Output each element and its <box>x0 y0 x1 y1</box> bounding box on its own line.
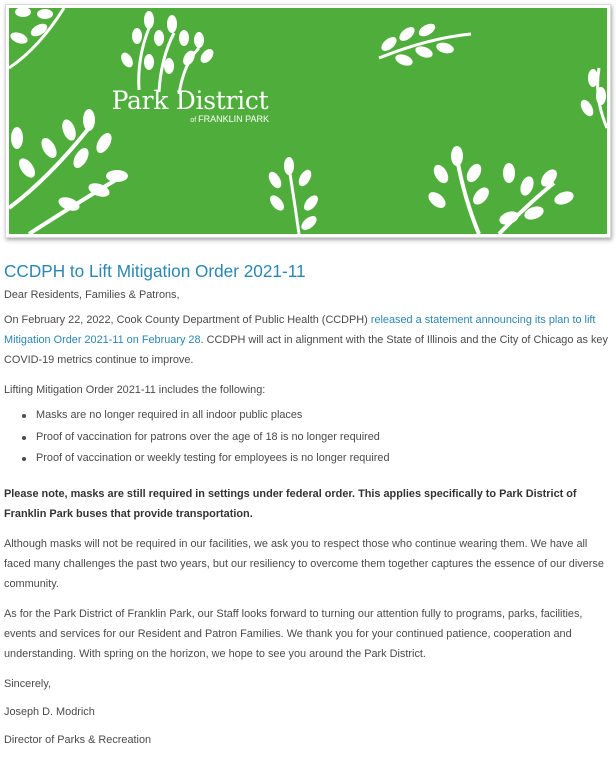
paragraph-announcement <box>4 310 610 370</box>
list-item: Proof of vaccination or weekly testing for employees is no longer required <box>18 448 610 470</box>
p1-text-before: On February 22, 2022, Cook County Department of Public Health (CCDPH) <box>4 314 371 326</box>
logo-sub-text <box>105 114 275 126</box>
ccdph-statement-link[interactable]: released a statement announcing its plan to lift Mitigation Order 2021-11 on February 28 <box>4 314 596 346</box>
paragraph-staff: As for the Park District of Franklin Park, our Staff looks forward to turning our attention fully to programs, parks, facilities, events and services for our Resident and Patron Families. We thank you for your continued patience, cooperation and understanding. With spring on the horizon, we hope to see you around the Park District. <box>4 607 583 660</box>
federal-order-note: Please note, masks are still required in settings under federal order. This applies specifically to Park District of Franklin Park buses that provide transportation. <box>4 487 577 520</box>
list-item: Masks are no longer required in all indoor public places <box>18 405 610 427</box>
changes-list <box>4 405 610 470</box>
p1-text-after: . CCDPH will act in alignment with the State of Illinois and the City of Chicago as key COVID-19 metrics continue to improve. <box>4 334 608 366</box>
paragraph-respect: Although masks will not be required in our facilities, we ask you to respect those who continue wearing them. We have all faced many challenges the past two years, but our resiliency to overcome them together captures the essence of our diverse community. <box>4 537 604 590</box>
banner-frame <box>5 4 611 238</box>
leaf-pattern-graphic <box>9 8 607 234</box>
list-intro: Lifting Mitigation Order 2021-11 includes the following: <box>4 384 266 396</box>
logo-franklin-park-text: FRANKLIN PARK <box>198 114 269 124</box>
article-title: CCDPH to Lift Mitigation Order 2021-11 <box>4 261 306 281</box>
greeting: Dear Residents, Families & Patrons, <box>4 289 180 301</box>
header-banner <box>9 8 607 234</box>
park-district-logo <box>105 88 275 126</box>
article-content <box>4 258 610 760</box>
signer-name: Joseph D. Modrich <box>4 705 95 718</box>
logo-main-text: Park District <box>111 86 269 115</box>
signer-title: Director of Parks & Recreation <box>4 733 152 746</box>
logo-of-text: of <box>190 117 197 124</box>
list-item: Proof of vaccination for patrons over the age of 18 is no longer required <box>18 427 610 449</box>
closing: Sincerely, <box>4 677 52 690</box>
